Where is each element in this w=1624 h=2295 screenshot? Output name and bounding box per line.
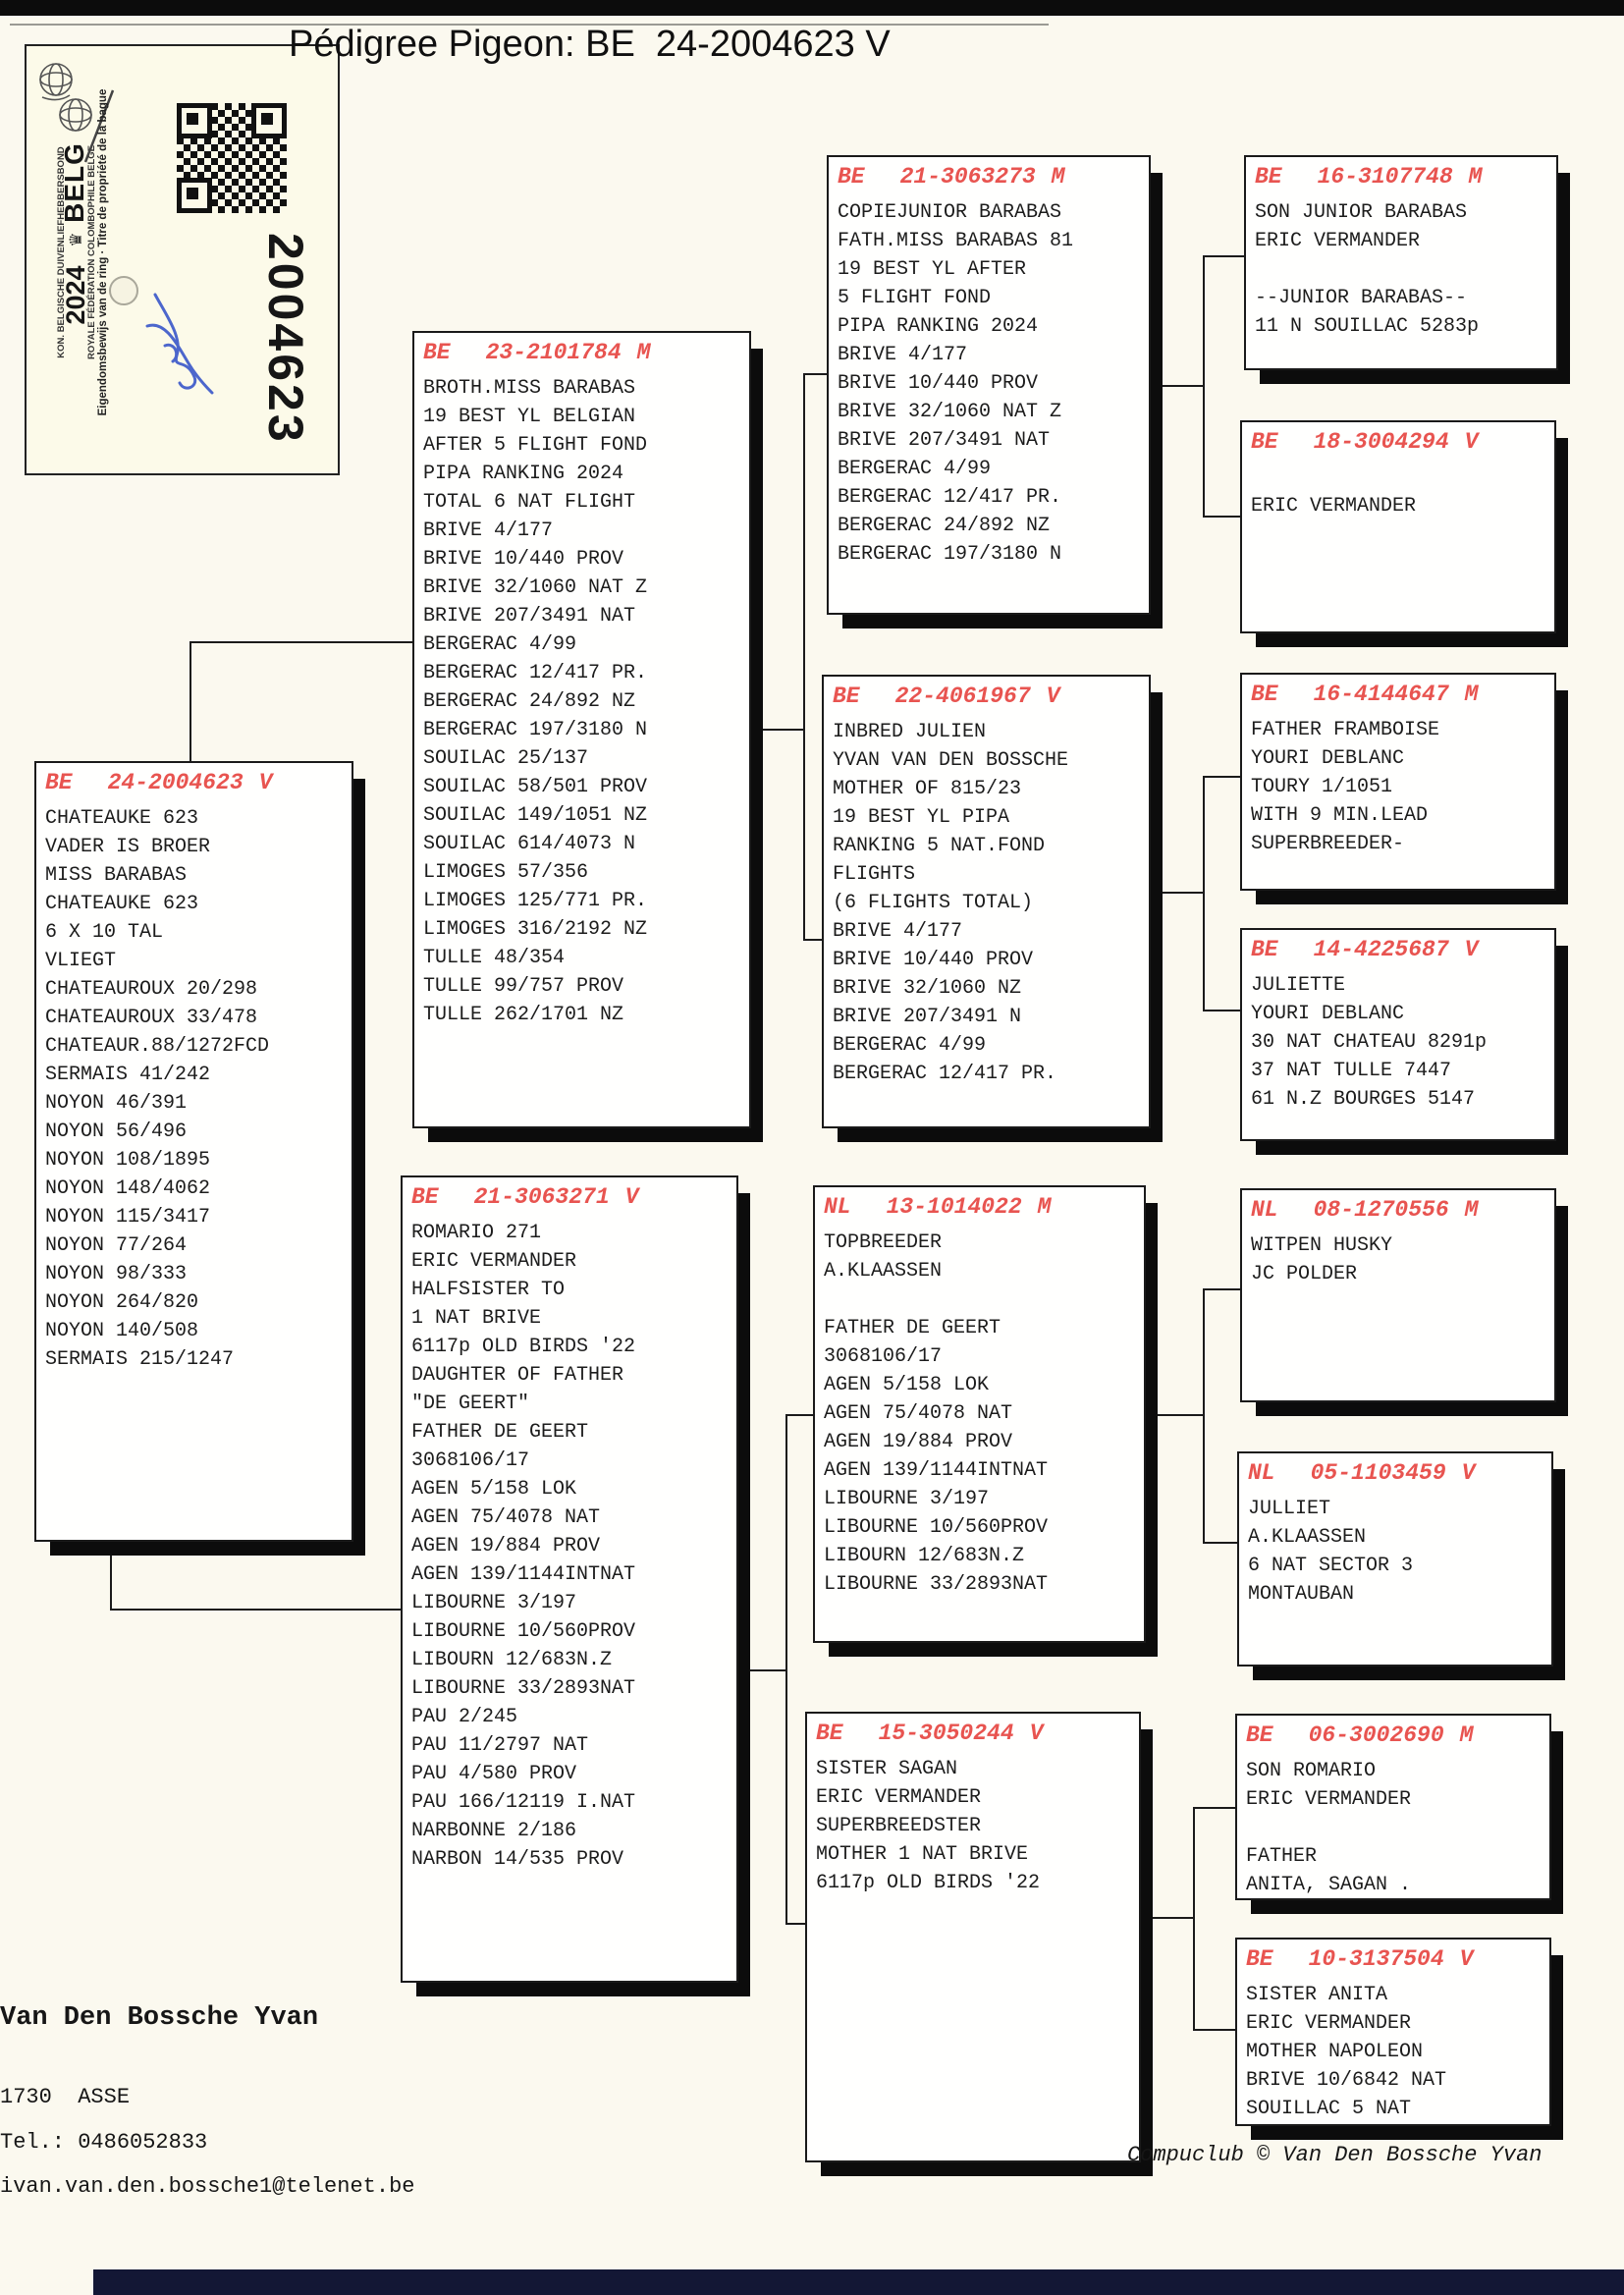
pedigree-box <box>813 1185 1146 1643</box>
ring-sex: M <box>1468 164 1483 190</box>
ring-number: 22-4061967 <box>894 683 1031 709</box>
pedigree-box <box>401 1175 738 1983</box>
pedigree-line: 1 NAT BRIVE <box>411 1307 542 1330</box>
pedigree-line: A.KLAASSEN <box>824 1260 943 1283</box>
pedigree-box <box>1235 1938 1551 2126</box>
pedigree-line <box>1255 255 1547 284</box>
qr-code-icon <box>177 103 287 213</box>
pedigree-line: LIBOURN 12/683N.Z <box>411 1649 613 1671</box>
connector-line <box>1203 1288 1242 1290</box>
ring-country: BE <box>1251 937 1278 962</box>
ring-number: 18-3004294 <box>1313 429 1449 455</box>
connector-line <box>785 1414 815 1416</box>
pedigree-line: LIMOGES 57/356 <box>423 861 589 884</box>
pedigree-line: ERIC VERMANDER <box>1251 495 1417 518</box>
pedigree-line: JULIETTE <box>1251 974 1346 997</box>
pedigree-line: MOTHER NAPOLEON <box>1246 2041 1424 2063</box>
connector-line <box>803 939 824 941</box>
pedigree-line: LIBOURNE 3/197 <box>411 1592 577 1614</box>
pedigree-line: PAU 4/580 PROV <box>411 1763 577 1785</box>
pedigree-box <box>1240 420 1556 633</box>
connector-line <box>189 641 191 763</box>
ring-header <box>1251 429 1545 455</box>
pedigree-line: MISS BARABAS <box>45 864 188 887</box>
pedigree-line: SON JUNIOR BARABAS <box>1255 201 1468 224</box>
connector-line <box>1141 1917 1195 1919</box>
pedigree-line: LIBOURNE 33/2893NAT <box>824 1573 1049 1596</box>
pedigree-line: AGEN 5/158 LOK <box>411 1478 577 1501</box>
connector-line <box>1203 776 1242 778</box>
pedigree-box <box>827 155 1151 615</box>
pedigree-line: LIBOURNE 10/560PROV <box>824 1516 1049 1539</box>
pedigree-line: NOYON 148/4062 <box>45 1177 211 1200</box>
pedigree-line: MOTHER OF 815/23 <box>833 778 1022 800</box>
pedigree-notes <box>1248 1495 1543 1609</box>
connector-line <box>803 373 805 941</box>
pedigree-line: AGEN 19/884 PROV <box>824 1431 1013 1453</box>
connector-line <box>1203 255 1246 257</box>
pedigree-line: SISTER ANITA <box>1246 1984 1388 2006</box>
pedigree-line: NOYON 264/820 <box>45 1291 199 1314</box>
pedigree-line: FATHER DE GEERT <box>824 1317 1001 1339</box>
pedigree-line: CHATEAUKE 623 <box>45 893 199 915</box>
ring-header <box>1251 1197 1545 1223</box>
pedigree-line: BERGERAC 12/417 PR. <box>833 1063 1057 1085</box>
pedigree-line <box>824 1285 1135 1314</box>
pedigree-line: NOYON 46/391 <box>45 1092 188 1115</box>
owner-email: ivan.van.den.bossche1@telenet.be <box>0 2174 415 2199</box>
pedigree-line: NOYON 108/1895 <box>45 1149 211 1172</box>
pedigree-line: 11 N SOUILLAC 5283p <box>1255 315 1480 338</box>
ring-country: NL <box>1251 1197 1278 1223</box>
pedigree-line: LIBOURN 12/683N.Z <box>824 1545 1025 1567</box>
pedigree-line: PAU 2/245 <box>411 1706 518 1728</box>
ring-country: BE <box>838 164 865 190</box>
ring-sex: M <box>1464 682 1479 707</box>
ring-number: 05-1103459 <box>1310 1460 1446 1486</box>
scan-edge-bottom <box>93 2269 1624 2295</box>
pedigree-line: BRIVE 32/1060 NAT Z <box>423 576 648 599</box>
pedigree-line: 61 N.Z BOURGES 5147 <box>1251 1088 1476 1111</box>
pedigree-line: LIMOGES 316/2192 NZ <box>423 918 648 941</box>
pedigree-line: BRIVE 10/440 PROV <box>833 949 1034 971</box>
pedigree-line: BERGERAC 4/99 <box>423 633 577 656</box>
pedigree-line: SOUILAC 149/1051 NZ <box>423 804 648 827</box>
pedigree-line: 19 BEST YL PIPA <box>833 806 1010 829</box>
ring-country: BE <box>1255 164 1282 190</box>
pedigree-line: BERGERAC 197/3180 N <box>838 543 1062 566</box>
pedigree-line: BROTH.MISS BARABAS <box>423 377 636 400</box>
pedigree-line: DAUGHTER OF FATHER <box>411 1364 624 1387</box>
ring-country: BE <box>1246 1722 1273 1748</box>
ring-number: 14-4225687 <box>1313 937 1449 962</box>
crown-icon: ♛ <box>66 233 88 246</box>
ring-country: NL <box>824 1194 851 1220</box>
pedigree-notes <box>833 718 1140 1088</box>
pedigree-line: BERGERAC 197/3180 N <box>423 719 648 741</box>
pedigree-line: COPIEJUNIOR BARABAS <box>838 201 1062 224</box>
scan-edge-top <box>0 0 1624 16</box>
pedigree-line: AGEN 19/884 PROV <box>411 1535 601 1557</box>
pedigree-line: ERIC VERMANDER <box>411 1250 577 1273</box>
software-credit: Compuclub © Van Den Bossche Yvan <box>1127 2143 1543 2167</box>
connector-line <box>110 1540 112 1611</box>
ring-number: 10-3137504 <box>1308 1946 1444 1972</box>
pedigree-line: BRIVE 10/440 PROV <box>423 548 624 571</box>
pedigree-line: ANITA, SAGAN . <box>1246 1874 1412 1896</box>
pedigree-line: 3068106/17 <box>824 1345 943 1368</box>
ring-number: 08-1270556 <box>1313 1197 1449 1223</box>
connector-line <box>1193 2029 1237 2031</box>
pedigree-notes <box>45 804 343 1374</box>
pedigree-line: (6 FLIGHTS TOTAL) <box>833 892 1034 914</box>
connector-line <box>189 641 412 643</box>
pedigree-line: AGEN 5/158 LOK <box>824 1374 990 1396</box>
pedigree-box <box>1237 1451 1553 1667</box>
pedigree-line: SOUILLAC 5 NAT <box>1246 2098 1412 2120</box>
pedigree-line: BRIVE 207/3491 NAT <box>838 429 1051 452</box>
ring-sex: V <box>1461 1460 1476 1486</box>
pedigree-notes <box>1251 464 1545 520</box>
ring-number: 21-3063273 <box>899 164 1036 190</box>
pedigree-line: SOUILAC 58/501 PROV <box>423 776 648 798</box>
pedigree-line: ROMARIO 271 <box>411 1222 542 1244</box>
pedigree-line: INBRED JULIEN <box>833 721 987 743</box>
pedigree-line: AGEN 139/1144INTNAT <box>411 1563 636 1586</box>
ring-number: 2004623 <box>258 233 313 445</box>
pedigree-line: AGEN 139/1144INTNAT <box>824 1459 1049 1482</box>
ring-number: 13-1014022 <box>886 1194 1022 1220</box>
ring-header <box>838 164 1140 190</box>
pedigree-notes <box>824 1229 1135 1599</box>
pedigree-line: PIPA RANKING 2024 <box>838 315 1039 338</box>
ring-sex: M <box>1464 1197 1479 1223</box>
pedigree-line: SUPERBREEDSTER <box>816 1815 982 1837</box>
pedigree-line: VADER IS BROER <box>45 836 211 858</box>
pedigree-line: 6117p OLD BIRDS '22 <box>411 1336 636 1358</box>
ring-header <box>1251 682 1545 707</box>
country-mark: BELG <box>59 142 89 223</box>
qr-finder-icon <box>251 103 287 138</box>
pedigree-line: PIPA RANKING 2024 <box>423 463 624 485</box>
connector-line <box>1203 516 1242 518</box>
pedigree-line <box>1251 464 1545 492</box>
pedigree-line: YOURI DEBLANC <box>1251 1003 1405 1025</box>
pedigree-notes <box>1246 1757 1541 1899</box>
ring-sex: M <box>1037 1194 1052 1220</box>
connector-line <box>110 1609 401 1611</box>
pedigree-line: ERIC VERMANDER <box>1255 230 1421 252</box>
pedigree-line: TOTAL 6 NAT FLIGHT <box>423 491 636 514</box>
ring-sex: V <box>1046 683 1060 709</box>
pedigree-line <box>1246 1814 1541 1842</box>
pedigree-line: BRIVE 4/177 <box>838 344 968 366</box>
ring-number: 06-3002690 <box>1308 1722 1444 1748</box>
ring-ownership-label <box>25 44 340 475</box>
ring-country: BE <box>1246 1946 1273 1972</box>
ring-sex: V <box>1459 1946 1474 1972</box>
pedigree-line: JC POLDER <box>1251 1263 1358 1285</box>
pedigree-notes <box>1246 1981 1541 2123</box>
pedigree-box <box>1244 155 1558 370</box>
ring-sex: V <box>1464 429 1479 455</box>
ring-sex: V <box>624 1184 639 1210</box>
pedigree-box <box>412 331 751 1128</box>
connector-line <box>1203 1542 1239 1544</box>
ring-number: 21-3063271 <box>473 1184 610 1210</box>
ring-sex: M <box>1051 164 1065 190</box>
connector-line <box>785 1923 807 1925</box>
pedigree-line: A.KLAASSEN <box>1248 1526 1367 1549</box>
pedigree-line: NARBONNE 2/186 <box>411 1820 577 1842</box>
pedigree-box <box>1240 928 1556 1141</box>
ring-header <box>833 683 1140 709</box>
page-title: Pédigree Pigeon: BE 24-2004623 V <box>289 24 891 65</box>
pedigree-line: ERIC VERMANDER <box>1246 1788 1412 1811</box>
pedigree-notes <box>1251 971 1545 1114</box>
pedigree-line: TULLE 262/1701 NZ <box>423 1004 624 1026</box>
ring-number: 23-2101784 <box>485 340 622 365</box>
owner-phone: Tel.: 0486052833 <box>0 2130 208 2155</box>
pedigree-line: YVAN VAN DEN BOSSCHE <box>833 749 1069 772</box>
ring-country: BE <box>45 770 73 795</box>
connector-line <box>1193 1807 1195 2031</box>
ring-sex: V <box>1029 1721 1044 1746</box>
ring-country: BE <box>1251 682 1278 707</box>
pedigree-line: SOUILAC 614/4073 N <box>423 833 636 855</box>
pedigree-notes <box>1251 716 1545 858</box>
pedigree-line: CHATEAUROUX 20/298 <box>45 978 258 1001</box>
pedigree-notes <box>838 198 1140 569</box>
pedigree-line: 19 BEST YL AFTER <box>838 258 1027 281</box>
pedigree-line: WITPEN HUSKY <box>1251 1234 1393 1257</box>
pedigree-line: NOYON 98/333 <box>45 1263 188 1285</box>
pedigree-line: BERGERAC 12/417 PR. <box>838 486 1062 509</box>
ring-header <box>824 1194 1135 1220</box>
pedigree-line: SERMAIS 41/242 <box>45 1064 211 1086</box>
pedigree-line: SISTER SAGAN <box>816 1758 958 1780</box>
ring-country: BE <box>1251 429 1278 455</box>
pedigree-line: 19 BEST YL BELGIAN <box>423 406 636 428</box>
pedigree-box <box>1235 1714 1551 1900</box>
pedigree-line: BRIVE 32/1060 NZ <box>833 977 1022 1000</box>
ring-sex: M <box>1459 1722 1474 1748</box>
pedigree-line: LIBOURNE 10/560PROV <box>411 1620 636 1643</box>
pedigree-line: BRIVE 207/3491 NAT <box>423 605 636 628</box>
pedigree-line: BRIVE 32/1060 NAT Z <box>838 401 1062 423</box>
ring-country: BE <box>423 340 451 365</box>
ring-header <box>1251 937 1545 962</box>
pedigree-line: CHATEAUR.88/1272FCD <box>45 1035 270 1058</box>
pedigree-line: JULLIET <box>1248 1498 1331 1520</box>
ring-sex: V <box>1464 937 1479 962</box>
pedigree-line: LIBOURNE 3/197 <box>824 1488 990 1510</box>
pedigree-line: MOTHER 1 NAT BRIVE <box>816 1843 1029 1866</box>
pedigree-line: --JUNIOR BARABAS-- <box>1255 287 1468 309</box>
pedigree-line: FATHER DE GEERT <box>411 1421 589 1444</box>
pedigree-line: NOYON 140/508 <box>45 1320 199 1342</box>
owner-address: 1730 ASSE <box>0 2085 131 2109</box>
ring-country: BE <box>833 683 860 709</box>
pedigree-notes <box>423 374 740 1029</box>
ring-country: BE <box>816 1721 843 1746</box>
pedigree-line: BERGERAC 12/417 PR. <box>423 662 648 684</box>
owner-name: Van Den Bossche Yvan <box>0 2003 319 2033</box>
pedigree-box <box>34 761 353 1542</box>
pedigree-line: RANKING 5 NAT.FOND <box>833 835 1046 857</box>
pedigree-line: FLIGHTS <box>833 863 916 886</box>
pedigree-box <box>822 675 1151 1128</box>
ring-header <box>1246 1722 1541 1748</box>
federation-name: KON. BELGISCHE DUIVENLIEFHEBBERSBOND ROYALE FÉDÉRATION COLOMBOPHILE BELGE <box>55 145 98 359</box>
ring-country: BE <box>411 1184 439 1210</box>
ring-header <box>816 1721 1130 1746</box>
connector-line <box>1203 776 1205 1011</box>
connector-line <box>738 1669 787 1671</box>
pedigree-line: "DE GEERT" <box>411 1393 530 1415</box>
ring-year: 2024 <box>61 265 90 325</box>
pedigree-line: NOYON 115/3417 <box>45 1206 211 1229</box>
pedigree-line: BRIVE 207/3491 N <box>833 1006 1022 1028</box>
pedigree-line: HALFSISTER TO <box>411 1279 566 1301</box>
ring-number: 16-4144647 <box>1313 682 1449 707</box>
pedigree-line: VLIEGT <box>45 950 117 972</box>
pedigree-line: TOURY 1/1051 <box>1251 776 1393 798</box>
pedigree-line: 3068106/17 <box>411 1449 530 1472</box>
pedigree-line: FATHER <box>1246 1845 1318 1868</box>
pedigree-line: ERIC VERMANDER <box>1246 2012 1412 2035</box>
qr-finder-icon <box>177 103 212 138</box>
pedigree-line: 6117p OLD BIRDS '22 <box>816 1872 1041 1894</box>
pedigree-line: BRIVE 10/6842 NAT <box>1246 2069 1447 2092</box>
connector-line <box>1151 892 1205 894</box>
ring-header <box>1255 164 1547 190</box>
pedigree-line: MONTAUBAN <box>1248 1583 1355 1606</box>
pedigree-line: BERGERAC 24/892 NZ <box>423 690 636 713</box>
pedigree-line: CHATEAUROUX 33/478 <box>45 1007 258 1029</box>
pedigree-line: BRIVE 10/440 PROV <box>838 372 1039 395</box>
ownership-title: Eigendomsbewijs van de ring · Titre de propriété de la bague <box>97 88 109 416</box>
pedigree-notes <box>1255 198 1547 341</box>
pedigree-line: YOURI DEBLANC <box>1251 747 1405 770</box>
pedigree-line: LIBOURNE 33/2893NAT <box>411 1677 636 1700</box>
ring-header <box>423 340 740 365</box>
pedigree-line: PAU 11/2797 NAT <box>411 1734 589 1757</box>
pedigree-box <box>1240 673 1556 891</box>
pedigree-line: 30 NAT CHATEAU 8291p <box>1251 1031 1488 1054</box>
ring-number: 24-2004623 <box>107 770 244 795</box>
pedigree-line: BERGERAC 24/892 NZ <box>838 515 1051 537</box>
pedigree-line: BERGERAC 4/99 <box>833 1034 987 1057</box>
pedigree-line: SERMAIS 215/1247 <box>45 1348 235 1371</box>
ring-header <box>411 1184 728 1210</box>
pedigree-notes <box>816 1755 1130 1897</box>
signature-scribble <box>126 287 253 405</box>
ring-number: 15-3050244 <box>878 1721 1014 1746</box>
pedigree-line: CHATEAUKE 623 <box>45 807 199 830</box>
pedigree-line: 6 X 10 TAL <box>45 921 164 944</box>
pedigree-notes <box>411 1219 728 1874</box>
pedigree-line: ERIC VERMANDER <box>816 1786 982 1809</box>
pedigree-line: BRIVE 4/177 <box>423 519 554 542</box>
pedigree-line: TOPBREEDER <box>824 1231 943 1254</box>
pedigree-line: NOYON 77/264 <box>45 1234 188 1257</box>
connector-line <box>1151 385 1205 387</box>
pedigree-box <box>805 1712 1141 2162</box>
connector-line <box>751 729 805 731</box>
pedigree-line: AFTER 5 FLIGHT FOND <box>423 434 648 457</box>
ring-header <box>1246 1946 1541 1972</box>
ring-number: 16-3107748 <box>1317 164 1453 190</box>
ring-header <box>45 770 343 795</box>
pedigree-line: SUPERBREEDER- <box>1251 833 1405 855</box>
pedigree-line: SON ROMARIO <box>1246 1760 1377 1782</box>
connector-line <box>1203 1288 1205 1544</box>
ring-sex: V <box>258 770 273 795</box>
pedigree-line: SOUILAC 25/137 <box>423 747 589 770</box>
pedigree-line: 37 NAT TULLE 7447 <box>1251 1060 1452 1082</box>
pedigree-line: WITH 9 MIN.LEAD <box>1251 804 1429 827</box>
pedigree-line: PAU 166/12119 I.NAT <box>411 1791 636 1814</box>
qr-finder-icon <box>177 178 212 213</box>
pedigree-line: TULLE 99/757 PROV <box>423 975 624 998</box>
pedigree-line: TULLE 48/354 <box>423 947 566 969</box>
pedigree-line: NOYON 56/496 <box>45 1120 188 1143</box>
pedigree-line: AGEN 75/4078 NAT <box>824 1402 1013 1425</box>
ring-sex: M <box>636 340 651 365</box>
pedigree-line: FATHER FRAMBOISE <box>1251 719 1440 741</box>
ring-country: NL <box>1248 1460 1275 1486</box>
pedigree-line: BERGERAC 4/99 <box>838 458 992 480</box>
pedigree-notes <box>1251 1231 1545 1288</box>
pedigree-box <box>1240 1188 1556 1402</box>
pedigree-line: AGEN 75/4078 NAT <box>411 1506 601 1529</box>
pedigree-line: 6 NAT SECTOR 3 <box>1248 1555 1414 1577</box>
pedigree-line: 5 FLIGHT FOND <box>838 287 992 309</box>
pedigree-line: NARBON 14/535 PROV <box>411 1848 624 1871</box>
connector-line <box>1146 1414 1205 1416</box>
pedigree-line: LIMOGES 125/771 PR. <box>423 890 648 912</box>
ring-header <box>1248 1460 1543 1486</box>
connector-line <box>1203 1010 1242 1011</box>
pedigree-line: FATH.MISS BARABAS 81 <box>838 230 1074 252</box>
connector-line <box>1193 1807 1237 1809</box>
pedigree-line: BRIVE 4/177 <box>833 920 963 943</box>
connector-line <box>803 373 829 375</box>
